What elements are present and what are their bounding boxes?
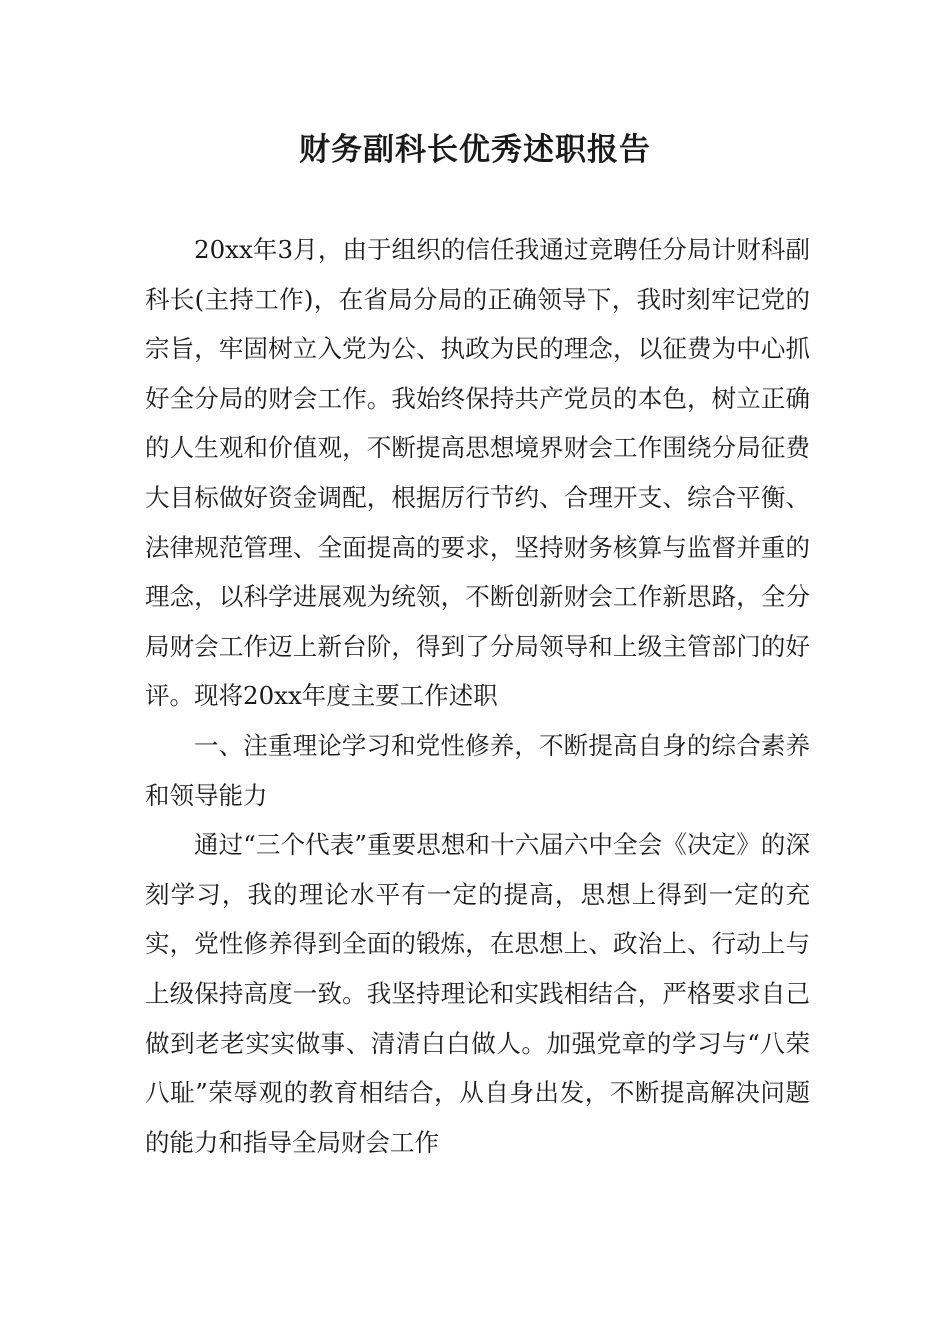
paragraph-study: 通过“三个代表”重要思想和十六届六中全会《决定》的深刻学习，我的理论水平有一定的提高，思想上得到一定的充实，党性修养得到全面的锻炼，在思想上、政治上、行动上与上级保持高度一致。我坚持理论和实践相结合，严格要求自己做到老老实实做事、清清白白做人。加强党章的学习与“八荣八耻”荣辱观的教育相结合，从自身出发，不断提高解决问题的能力和指导全局财会工作 [145,830,810,1157]
paragraph-intro: 20xx年3月，由于组织的信任我通过竞聘任分局计财科副科长(主持工作)，在省局分局的正确领导下，我时刻牢记党的宗旨，牢固树立入党为公、执政为民的理念，以征费为中心抓好全分局的财会工作。我始终保持共产党员的本色，树立正确的人生观和价值观，不断提高思想境界财会工作围绕分局征费大目标做好资金调配，根据厉行节约、合理开支、综合平衡、法律规范管理、全面提高的要求，坚持财务核算与监督并重的理念，以科学进展观为统领，不断创新财会工作新思路，全分局财会工作迈上新台阶，得到了分局领导和上级主管部门的好评。现将20xx年度主要工作述职 [145,235,810,711]
paragraph-section-heading: 一、注重理论学习和党性修养，不断提高自身的综合素养和领导能力 [145,730,810,810]
document-body [145,225,810,1167]
document-title: 财务副科长优秀述职报告 [299,132,651,168]
